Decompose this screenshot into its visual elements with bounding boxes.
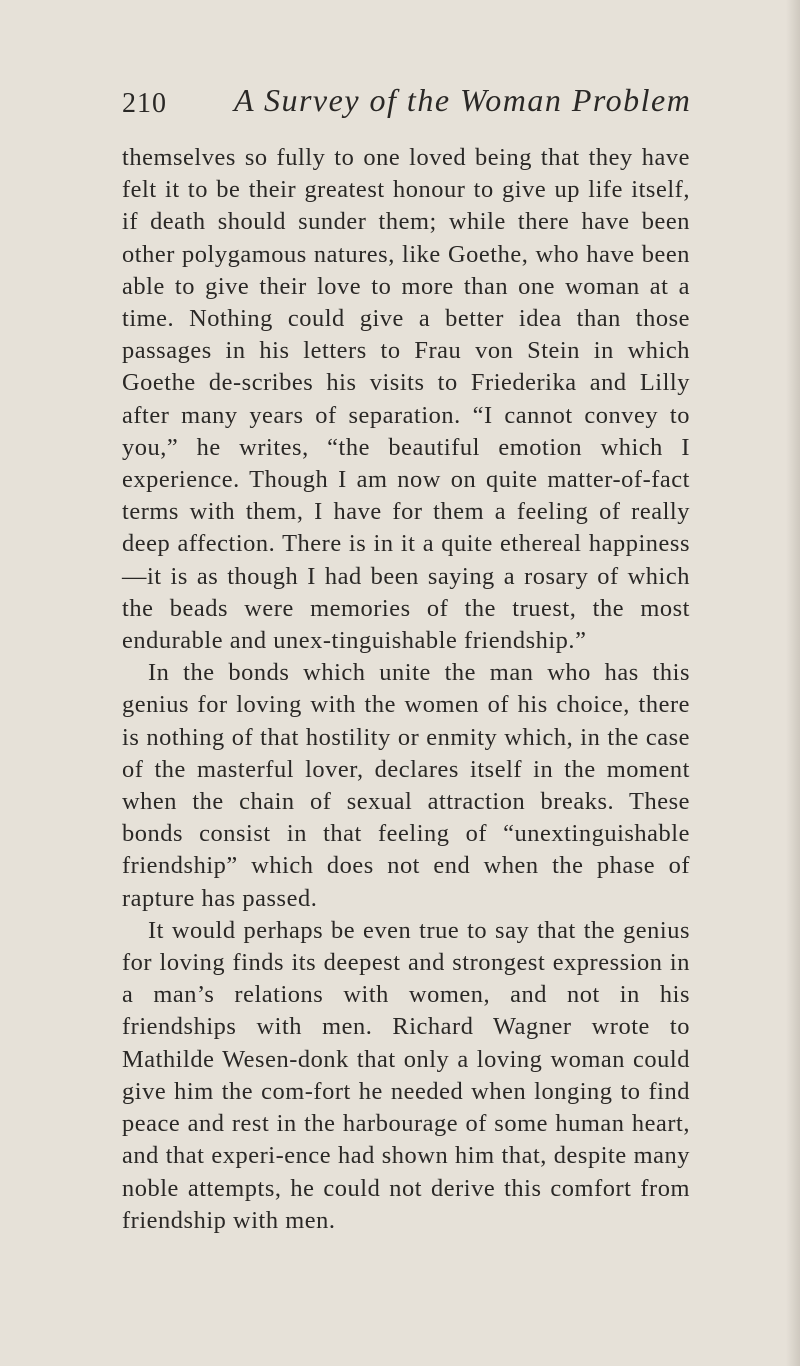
running-title: A Survey of the Woman Problem — [234, 82, 692, 118]
page-header — [122, 82, 692, 126]
page-number: 210 — [122, 88, 167, 119]
page-edge-shadow — [786, 0, 800, 1366]
paragraph-2: In the bonds which unite the man who has this genius for loving with the women of his choice, there is nothing of that hostility or enmity which, in the case of the masterful lover, declares itself in the moment when the chain of sexual attraction breaks. These bonds consist in that feeling of “unextinguishable friendship” which does not end when the phase of rapture has passed. — [122, 659, 690, 912]
paragraph-3: It would perhaps be even true to say that the genius for loving finds its deepest and strongest expression in a man’s relations with women, and not in his friendships with men. Richard Wagner wrote to Mathilde Wesen-donk that only a loving woman could give him the com-fort he needed when longing to find peace and rest in the harbourage of some human heart, and that experi-ence had shown him that, despite many noble attempts, he could not derive this comfort from friendship with men. — [122, 916, 690, 1234]
paragraph-1: themselves so fully to one loved being that they have felt it to be their greatest honour to give up life itself, if death should sunder them; while there have been other polygamous natures, like Goethe, who have been able to give their love to more than one woman at a time. Nothing could give a better idea than those passages in his letters to Frau von Stein in which Goethe de-scribes his visits to Friederika and Lilly after many years of separation. “I cannot convey to you,” he writes, “the beautiful emotion which I experience. Though I am now on quite matter-of-fact terms with them, I have for them a feeling of really deep affection. There is in it a quite ethereal happiness—it is as though I had been saying a rosary of which the beads were memories of the truest, the most endurable and unex-tinguishable friendship.” — [122, 144, 690, 655]
body-text — [122, 142, 690, 1237]
